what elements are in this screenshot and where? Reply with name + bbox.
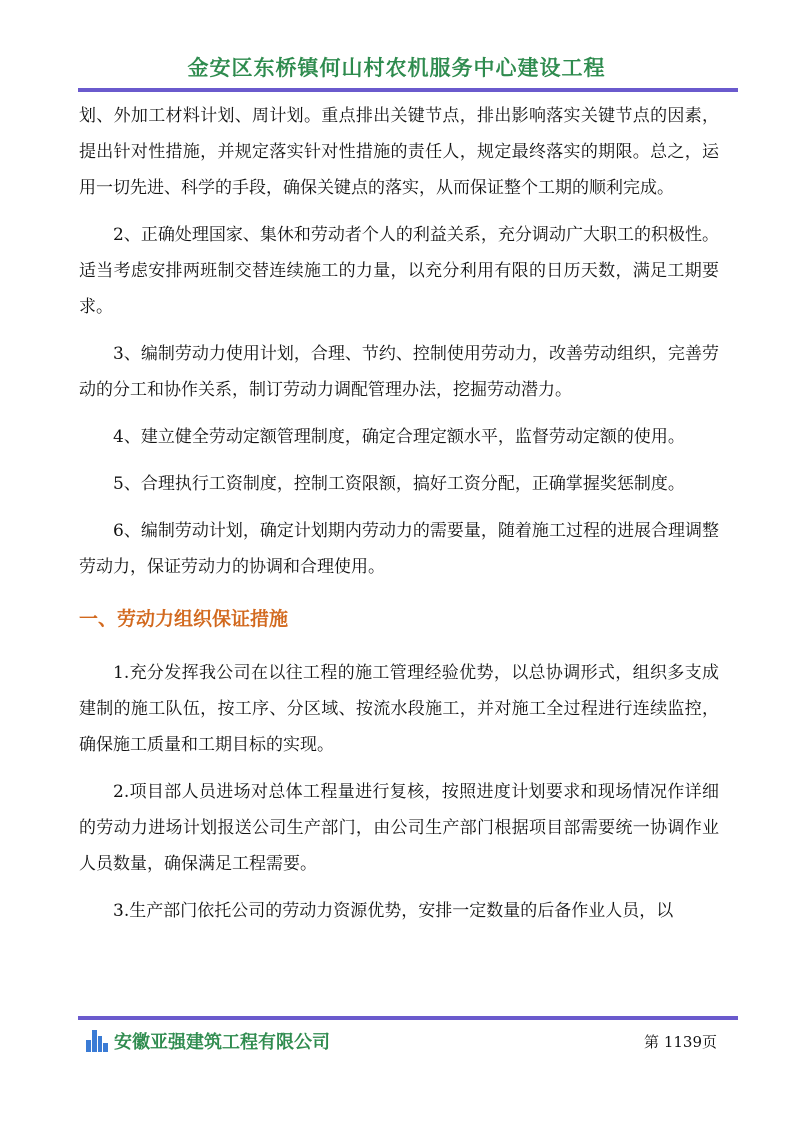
- footer-company-name: 安徽亚强建筑工程有限公司: [114, 1032, 330, 1053]
- body-paragraph: 1.充分发挥我公司在以往工程的施工管理经验优势，以总协调形式，组织多支成建制的施工队伍，按工序、分区域、按流水段施工，并对施工全过程进行连续监控，确保施工质量和工期目标的实现。: [79, 663, 719, 755]
- header-divider: [78, 88, 738, 92]
- body-paragraph: 3、编制劳动力使用计划，合理、节约、控制使用劳动力，改善劳动组织，完善劳动的分工和协作关系，制订劳动力调配管理办法，挖掘劳动潜力。: [79, 344, 719, 400]
- body-paragraph: 划、外加工材料计划、周计划。重点排出关键节点，排出影响落实关键节点的因素，提出针对性措施，并规定落实针对性措施的责任人，规定最终落实的期限。总之，运用一切先进、科学的手段，确保关键点的落实，从而保证整个工期的顺利完成。: [79, 106, 719, 198]
- body-paragraph: 4、建立健全劳动定额管理制度，确定合理定额水平，监督劳动定额的使用。: [113, 427, 685, 447]
- body-paragraph: 3.生产部门依托公司的劳动力资源优势，安排一定数量的后备作业人员，以: [113, 901, 674, 921]
- footer-divider: [78, 1016, 738, 1020]
- document-body: [79, 98, 719, 940]
- body-paragraph: 2、正确处理国家、集休和劳动者个人的利益关系，充分调动广大职工的积极性。适当考虑安排两班制交替连续施工的力量，以充分利用有限的日历天数，满足工期要求。: [79, 225, 719, 317]
- section-heading: 一、劳动力组织保证措施: [79, 608, 289, 630]
- body-paragraph: 2.项目部人员进场对总体工程量进行复核，按照进度计划要求和现场情况作详细的劳动力进场计划报送公司生产部门，由公司生产部门根据项目部需要统一协调作业人员数量，确保满足工程需要。: [79, 782, 719, 874]
- footer-company: [86, 1028, 330, 1054]
- body-paragraph: 5、合理执行工资制度，控制工资限额，搞好工资分配，正确掌握奖惩制度。: [113, 474, 685, 494]
- body-paragraph: 6、编制劳动计划，确定计划期内劳动力的需要量，随着施工过程的进展合理调整劳动力，保证劳动力的协调和合理使用。: [79, 521, 719, 577]
- page-number: 第 1139页: [644, 1033, 717, 1051]
- page-header-title: 金安区东桥镇何山村农机服务中心建设工程: [187, 56, 606, 80]
- building-logo-icon: [86, 1030, 108, 1052]
